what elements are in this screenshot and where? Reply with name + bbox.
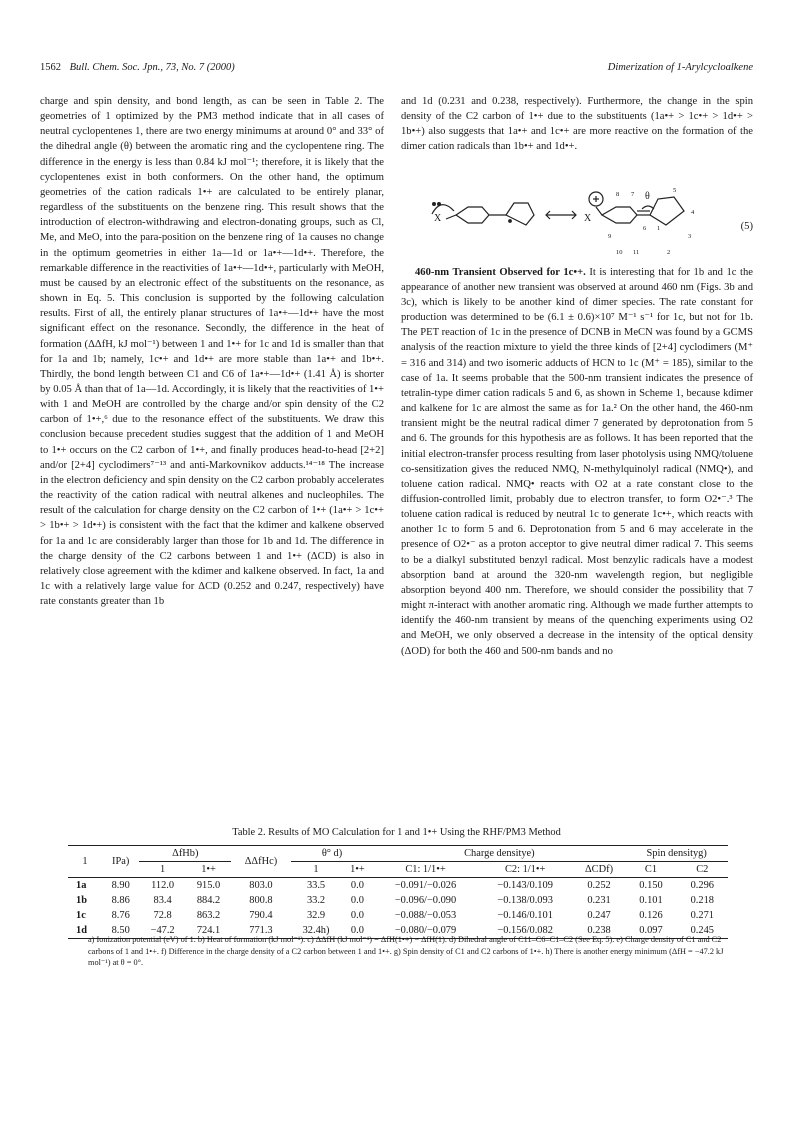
table-cell: 83.4 xyxy=(153,895,172,906)
radical-dot-icon xyxy=(433,202,436,205)
left-column-paragraph: charge and spin density, and bond length, as can be seen in Table 2. The geometries of 1 optimized by the PM3 method indicate that in all cases of neutral cyclopentenes 1, there are two energy minimums at around 0° and 33° of the dihedral angle (θ) between the aromatic ring and the cyclopentene ring. The difference in the energy is less than 0.84 kJ mol⁻¹; therefore, it is likely that the cyclopentenes exist in both conformers. On the other hand, the optimum geometries of the cation radicals 1•+ are calculated to be entirely planar, regardless of the substituents on the benzene ring. This result shows that the introduction of electron-withdrawing and electron-donating groups, such as Cl, Me, and MeO, into the para-position on the benzene ring of 1a causes no change in the optimum geometries in either 1a—1d or 1a•+—1d•+. Therefore, the remarkable difference in the reactivities of 1a•+—1d•+, particularly with MeOH, must be caused by an electronic effect of the substituents on the resonance, as shown in Eq. 5. This conclusion is supported by the following calculation results. First of all, the entirely planar structures of 1a•+—1d•+ have the most significant effect on the resonance. Secondly, the difference in the heat of formation (ΔΔfH, kJ mol⁻¹) between 1 and 1•+ for 1c and 1d is smaller than that for 1a and 1b; namely, 1c•+ and 1d•+ are more stable than 1a•+ and 1b•+. Thirdly, the bond length between C1 and C6 of 1a•+—1d•+ (1.41 Å) is shorter by 0.05 Å than that of 1a—1d. Accordingly, it is likely that the reactivities of 1•+ with 1 and MeOH are controlled by the charge and/or spin density of the C2 carbon of 1•+,⁶ due to the resonance effect of the substituents. We draw this conclusion because precedent studies suggest that the addition of 1 and MeOH to 1•+ occurs on the C2 carbon of 1•+, and finally produces head-to-head [2+2] and/or [2+4] cyclodimers⁷⁻¹³ and anti-Markovnikov adducts.¹⁴⁻¹⁸ The increase in the electron deficiency and spin density on the C2 carbon probably accelerates the reactivity of the cation radical with neutral alkenes and nucleophiles. The result of the calculation for charge density on the C2 carbon of 1•+ (1a•+ > 1c•+ > 1b•+ > 1d•+) is consistent with the fact that the kdimer and kalkene observed for 1a and 1c are considerably larger than those for 1b and 1d. The difference in the charge density of the C2 carbons between 1 and 1•+ (ΔCD) is also in relatively close agreement with the kdimer and kalkene observed. In fact, 1a and 1c with a relatively large value for ΔCD (0.252 and 0.247, respectively) have rate constants greater than 1b xyxy=(40,96,384,608)
atom-number-7: 7 xyxy=(631,190,635,198)
table-cell: 0.271 xyxy=(690,910,714,921)
right-column xyxy=(401,94,753,659)
theta-arc-icon xyxy=(642,206,654,209)
table-cell: 0.247 xyxy=(587,910,611,921)
page-header xyxy=(40,62,753,76)
atom-number-4: 4 xyxy=(691,208,695,216)
row-label: 1a xyxy=(76,880,87,891)
mo-results-table xyxy=(68,845,728,939)
atom-number-8: 8 xyxy=(616,190,620,198)
atom-number-10: 10 xyxy=(616,248,623,256)
resonance-scheme xyxy=(401,159,753,259)
subheader: C2 xyxy=(677,862,728,878)
table-cell: 0.238 xyxy=(573,923,626,939)
table-cell: 32.9 xyxy=(306,910,326,921)
atom-number-11: 11 xyxy=(633,248,640,256)
table-cell: 0.245 xyxy=(677,923,728,939)
table-cell: 72.8 xyxy=(153,910,172,921)
left-column xyxy=(40,94,384,609)
benzene-ring-right xyxy=(602,207,637,223)
table-cell: −0.096/−0.090 xyxy=(394,895,457,906)
atom-number-9: 9 xyxy=(608,232,612,240)
table-cell: −47.2 xyxy=(139,923,185,939)
equation-number: (5) xyxy=(740,220,753,232)
row-label: 1b xyxy=(76,895,87,906)
table-title: Table 2. Results of MO Calculation for 1 and 1•+ Using the RHF/PM3 Method xyxy=(232,827,561,838)
subheader: 1•+ xyxy=(186,862,231,878)
page-number: 1562 xyxy=(40,62,61,73)
table-cell: 884.2 xyxy=(196,895,221,906)
table-cell: 0.101 xyxy=(639,895,663,906)
table-cell: 8.90 xyxy=(111,880,130,891)
subheader: 1•+ xyxy=(341,862,373,878)
table-cell: 0.126 xyxy=(639,910,663,921)
table-cell: 33.2 xyxy=(306,895,326,906)
table-cell: 790.4 xyxy=(249,910,273,921)
theta-header: θ° d) xyxy=(291,846,374,862)
table-cell: 724.1 xyxy=(186,923,231,939)
section-title: 460-nm Transient Observed for 1c•+. xyxy=(415,266,586,278)
table-cell: 32.4h) xyxy=(291,923,342,939)
table-cell: −0.143/0.109 xyxy=(497,880,553,891)
theta-label: θ xyxy=(645,190,650,202)
table-cell: 0.097 xyxy=(625,923,676,939)
table-cell: −0.146/0.101 xyxy=(497,910,553,921)
right-column-paragraph-2: It is interesting that for 1b and 1c the appearance of another new transient was observed at around 460 nm (Figs. 3b and 3c), which is likely to be another kind of dimer species. The rate constant for production was determined to be (6.1 ± 0.6)×10⁷ M⁻¹ s⁻¹ for 1c, but not for 1b. The PET reaction of 1c in the presence of DCNB in MeCN was found by a GCMS analysis of the reaction mixture to yield the three kinds of [2+4] cyclodimers (M⁺ = 316 and 314) and two isomeric adducts of HCN to 1c (M⁺ = 185), similar to the case of 1a. It seems probable that the 500-nm transient indicates the presence of tetralin-type dimer cation radicals 5 and 6, as shown in Scheme 1, because kdimer and kalkene for 1c are almost the same as for 1a.² On the other hand, the 460-nm transient might be the neutral radical dimer 7 generated by deprotonation from 5 and 6. The grounds for this hypothesis are as follows. It has been reported that the initial electron-transfer process resulting from laser photolysis using NMQ/toluene co-sensitization gives the reduced NMQ, N-methylquinolyl radical (NMQ•), and toluene cation radical. NMQ• reacts with O2 at a rate constant close to the diffusion-controlled limit, probably due to electron transfer, to form O2•⁻.³ The toluene cation radical is reduced by neutral 1c to generate 1c•+, which reacts with another 1c to form 5 and 6. Deprotonation from 5 and 6 may accelerate in the presence of O2•⁻ as a proton acceptor to give neutral dimer radical 7. This seems to be a dialkyl substituted benzyl radical. Most benzylic radicals have a modest absorption band at around the 320-nm wavelength region, but negligible absorption beyond 400 nm. Therefore, we should consider the possibility that 7 might π-interact with another aromatic ring. Although we made further attempts to identify the 460-nm transient by means of the quenching experiments using O2 and MeOH, we only observed a decrease in the intensity of the optical density (ΔOD) for both the 460 and 500-nm bands and no xyxy=(401,266,753,657)
ip-header: IPa) xyxy=(102,846,139,878)
atom-number-2: 2 xyxy=(667,248,671,256)
benzene-ring-left xyxy=(456,207,489,223)
table-cell: 0.150 xyxy=(639,880,663,891)
table-row xyxy=(68,893,728,908)
table-cell: −0.156/0.082 xyxy=(478,923,573,939)
table-cell: 0.0 xyxy=(341,923,373,939)
table-cell: −0.091/−0.026 xyxy=(394,880,457,891)
subheader: 1 xyxy=(291,862,342,878)
atom-number-1: 1 xyxy=(657,224,661,232)
table-cell: 0.252 xyxy=(587,880,611,891)
journal-reference: Bull. Chem. Soc. Jpn., 73, No. 7 (2000) xyxy=(69,62,235,73)
atom-number-5: 5 xyxy=(673,186,677,194)
table-footnotes: a) Ionization potential (eV) of 1. b) Heat of formation (kJ mol⁻¹). c) ΔΔfH (kJ mol⁻¹) = ΔfH(1•+) − ΔfH(1). d) Dihedral angle of C11–C6–C1–C2 (See Eq. 5). e) Charge density of C1 and C2 carbons of 1 and 1•+. f) Difference in the charge density of a C2 carbon between 1 and 1•+. g) Spin density of C1 and C2 carbons of 1•+. h) There is another energy minimum (ΔfH = −47.2 kJ mol⁻¹) at θ = 0°. xyxy=(88,935,724,967)
table-cell: −0.080/−0.079 xyxy=(373,923,477,939)
substituent-x-right: X xyxy=(584,212,592,224)
table-cell: 0.0 xyxy=(350,880,364,891)
table-row xyxy=(68,878,728,894)
atom-number-6: 6 xyxy=(643,224,647,232)
table-cell: −0.088/−0.053 xyxy=(394,910,457,921)
table-cell: 8.86 xyxy=(111,895,130,906)
row-label: 1d xyxy=(68,923,102,939)
table-cell: −0.138/0.093 xyxy=(497,895,553,906)
row-label: 1c xyxy=(76,910,86,921)
table-cell: 0.296 xyxy=(690,880,714,891)
table-cell: 0.231 xyxy=(587,895,611,906)
table-header-row-1 xyxy=(68,846,728,862)
running-title: Dimerization of 1-Arylcycloalkene xyxy=(607,62,753,73)
table-cell: 33.5 xyxy=(306,880,326,891)
table-cell: 803.0 xyxy=(249,880,273,891)
table-cell: 915.0 xyxy=(196,880,221,891)
subheader: ΔCDf) xyxy=(573,862,626,878)
right-column-paragraph-1: and 1d (0.231 and 0.238, respectively). Furthermore, the change in the spin density of the C2 carbon of 1•+ due to the substituents (1a•+ > 1c•+ > 1d•+ > 1b•+) also suggests that 1a•+ and 1c•+ are more reactive on the formation of the dimer cation radicals than 1b•+ and 1d•+. xyxy=(401,96,753,153)
resonance-structure-drawing xyxy=(416,159,726,259)
substituent-x-left: X xyxy=(434,212,442,224)
compound-header: 1 xyxy=(68,846,102,878)
table-cell: 8.50 xyxy=(102,923,139,939)
spin-density-header: Spin densityg) xyxy=(625,846,728,862)
ddfh-header: ΔΔfHc) xyxy=(231,846,290,878)
table-cell: 112.0 xyxy=(151,880,175,891)
table-cell: 771.3 xyxy=(231,923,290,939)
dfh-header: ΔfHb) xyxy=(139,846,231,862)
table-row xyxy=(68,908,728,923)
subheader: C2: 1/1•+ xyxy=(478,862,573,878)
table-header-row-2 xyxy=(68,862,728,878)
subheader: 1 xyxy=(139,862,185,878)
table-cell: 0.0 xyxy=(350,910,364,921)
table-cell: 8.76 xyxy=(111,910,130,921)
atom-number-3: 3 xyxy=(688,232,692,240)
table-cell: 800.8 xyxy=(249,895,273,906)
table-cell: 863.2 xyxy=(196,910,221,921)
section-460nm xyxy=(401,265,753,659)
header-citation xyxy=(40,62,235,73)
subheader: C1 xyxy=(625,862,676,878)
subheader: C1: 1/1•+ xyxy=(373,862,477,878)
cyclopentene-ring-right xyxy=(650,197,684,225)
table-cell: 0.0 xyxy=(350,895,364,906)
table-cell: 0.218 xyxy=(690,895,714,906)
charge-density-header: Charge densitye) xyxy=(373,846,625,862)
